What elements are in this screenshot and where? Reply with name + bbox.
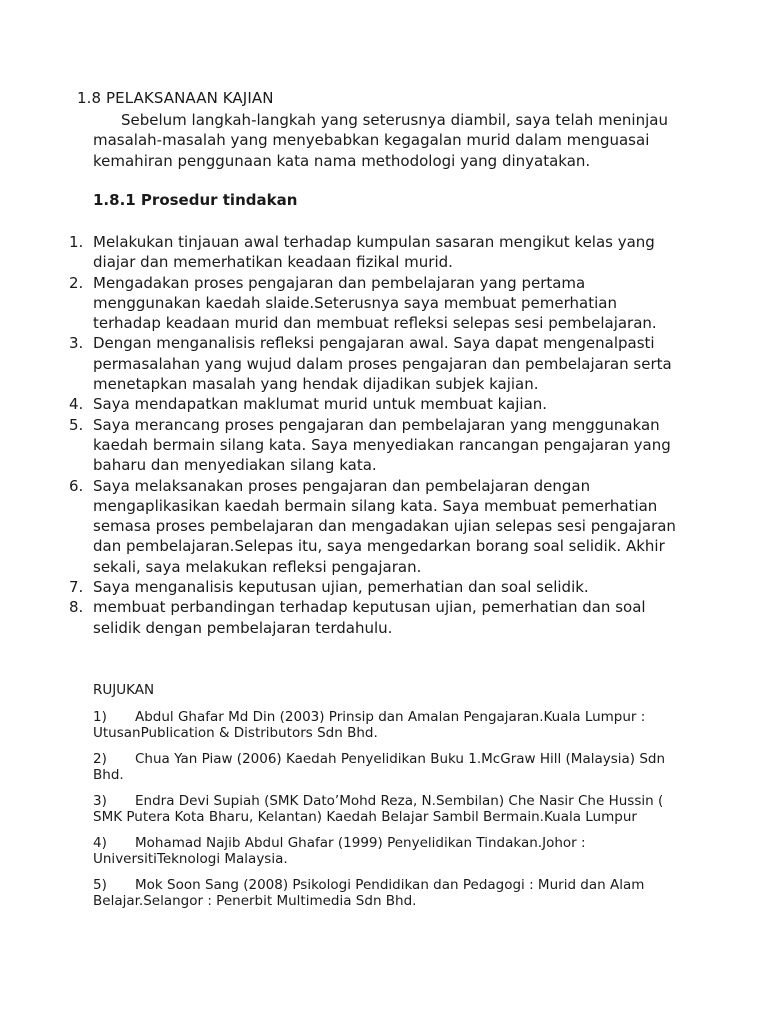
step-number: 6. <box>69 476 84 495</box>
reference-item <box>93 877 683 910</box>
subsection-heading: 1.8.1 Prosedur tindakan <box>93 191 298 209</box>
reference-number: 2) <box>93 750 107 767</box>
references-section <box>93 682 683 919</box>
step-text: Dengan menganalisis refleksi pengajaran awal. Saya dapat mengenalpasti permasalahan yang wujud dalam proses pengajaran dan pembelajaran serta menetapkan masalah yang hendak dijadikan subjek kajian. <box>93 334 672 394</box>
procedure-step <box>0 597 685 638</box>
step-number: 4. <box>69 395 84 414</box>
step-number: 8. <box>69 598 84 617</box>
reference-text: Abdul Ghafar Md Din (2003) Prinsip dan Amalan Pengajaran.Kuala Lumpur : UtusanPublication & Distributors Sdn Bhd. <box>93 708 646 741</box>
step-number: 1. <box>69 233 84 251</box>
procedure-step <box>0 273 685 334</box>
step-number: 7. <box>69 578 84 597</box>
reference-number: 1) <box>93 708 107 725</box>
reference-item <box>93 751 683 784</box>
procedure-step <box>0 415 685 476</box>
step-number: 5. <box>69 415 84 434</box>
procedure-step <box>0 232 685 273</box>
step-text: membuat perbandingan terhadap keputusan ujian, pemerhatian dan soal selidik dengan pembelajaran terdahulu. <box>93 598 646 637</box>
procedure-list <box>0 232 768 638</box>
reference-item <box>93 793 683 826</box>
reference-item <box>93 709 683 742</box>
references-title: RUJUKAN <box>93 682 155 698</box>
reference-number: 4) <box>93 834 107 851</box>
procedure-step <box>0 577 685 597</box>
step-text: Mengadakan proses pengajaran dan pembelajaran yang pertama menggunakan kaedah slaide.Seterusnya saya membuat pemerhatian terhadap keadaan murid dan membuat refleksi selepas sesi pembelajaran. <box>93 273 657 333</box>
reference-text: Endra Devi Supiah (SMK Dato’Mohd Reza, N.Sembilan) Che Nasir Che Hussin ( SMK Putera Kota Bharu, Kelantan) Kaedah Belajar Sambil Bermain.Kuala Lumpur <box>93 792 664 825</box>
section-heading: 1.8 PELAKSANAAN KAJIAN <box>77 89 274 107</box>
reference-number: 3) <box>93 792 107 809</box>
procedure-step <box>0 476 685 577</box>
reference-number: 5) <box>93 876 107 893</box>
step-number: 2. <box>69 273 84 292</box>
step-text: Saya melaksanakan proses pengajaran dan pembelajaran dengan mengaplikasikan kaedah bermain silang kata. Saya membuat pemerhatian semasa proses pembelajaran dan mengadakan ujian selepas sesi pengajaran dan pembelajaran.Selepas itu, saya mengedarkan borang soal selidik. Akhir sekali, saya melakukan refleksi pengajaran. <box>93 476 676 576</box>
reference-item <box>93 835 683 868</box>
procedure-step <box>0 333 685 394</box>
reference-text: Mohamad Najib Abdul Ghafar (1999) Penyelidikan Tindakan.Johor : UniversitiTeknologi Malaysia. <box>93 834 586 867</box>
intro-paragraph: Sebelum langkah-langkah yang seterusnya diambil, saya telah meninjau masalah-masalah yang menyebabkan kegagalan murid dalam menguasai kemahiran penggunaan kata nama methodologi yang dinyatakan. <box>93 111 668 170</box>
procedure-step <box>0 394 685 414</box>
step-text: Saya mendapatkan maklumat murid untuk membuat kajian. <box>93 395 548 414</box>
reference-text: Chua Yan Piaw (2006) Kaedah Penyelidikan Buku 1.McGraw Hill (Malaysia) Sdn Bhd. <box>93 750 666 783</box>
step-text: Saya merancang proses pengajaran dan pembelajaran yang menggunakan kaedah bermain silang kata. Saya menyediakan rancangan pengajaran yang baharu dan menyediakan silang kata. <box>93 415 671 475</box>
reference-text: Mok Soon Sang (2008) Psikologi Pendidikan dan Pedagogi : Murid dan Alam Belajar.Selangor : Penerbit Multimedia Sdn Bhd. <box>93 876 645 909</box>
step-number: 3. <box>69 334 84 353</box>
step-text: Melakukan tinjauan awal terhadap kumpulan sasaran mengikut kelas yang diajar dan memerhatikan keadaan fizikal murid. <box>93 233 655 272</box>
step-text: Saya menganalisis keputusan ujian, pemerhatian dan soal selidik. <box>93 578 589 597</box>
